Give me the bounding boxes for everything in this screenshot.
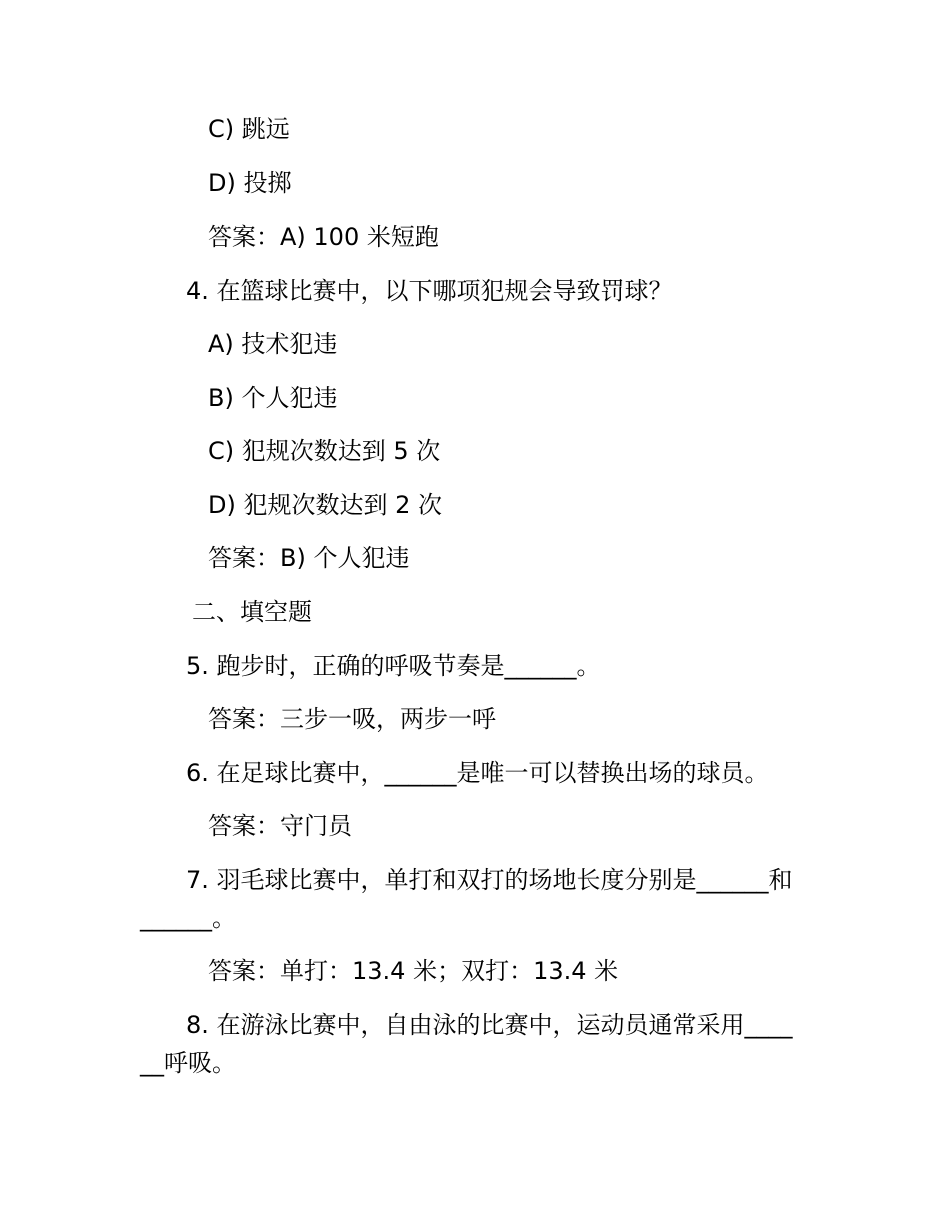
q4-option-a: A) 技术犯违 — [208, 330, 338, 358]
q8-question-line2: __呼吸。 — [140, 1049, 236, 1077]
q7-question-line1: 7. 羽毛球比赛中，单打和双打的场地长度分别是______和 — [186, 866, 793, 894]
q5-answer: 答案：三步一吸，两步一呼 — [208, 705, 496, 733]
q7-answer: 答案：单打：13.4 米；双打：13.4 米 — [208, 957, 619, 985]
q4-question: 4. 在篮球比赛中，以下哪项犯规会导致罚球？ — [186, 277, 673, 305]
q4-option-c: C) 犯规次数达到 5 次 — [208, 437, 441, 465]
q3-answer: 答案：A) 100 米短跑 — [208, 223, 439, 251]
q7-question-line2: ______。 — [140, 904, 236, 932]
q8-question-line1: 8. 在游泳比赛中，自由泳的比赛中，运动员通常采用____ — [186, 1011, 793, 1039]
section-title: 二、填空题 — [192, 598, 312, 626]
q3-option-d: D) 投掷 — [208, 169, 292, 197]
q4-option-d: D) 犯规次数达到 2 次 — [208, 491, 442, 519]
q5-question: 5. 跑步时，正确的呼吸节奏是______。 — [186, 652, 601, 680]
q6-answer: 答案：守门员 — [208, 812, 352, 840]
q6-question: 6. 在足球比赛中，______是唯一可以替换出场的球员。 — [186, 759, 769, 787]
q4-answer: 答案：B) 个人犯违 — [208, 544, 410, 572]
q3-option-c: C) 跳远 — [208, 115, 290, 143]
q4-option-b: B) 个人犯违 — [208, 384, 338, 412]
